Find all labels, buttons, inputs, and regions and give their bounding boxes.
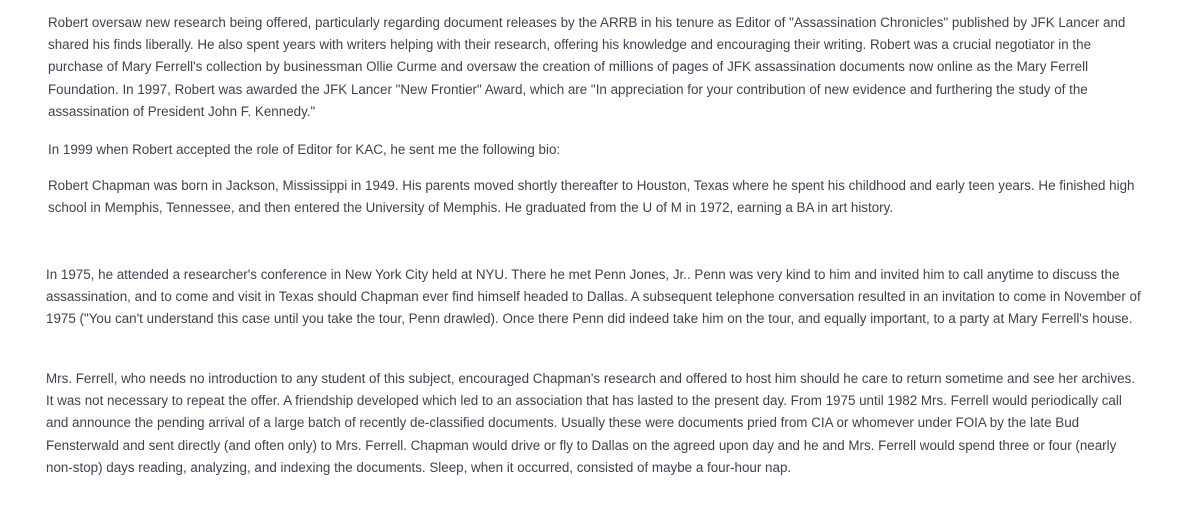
paragraph-bio-intro: In 1999 when Robert accepted the role of Editor for KAC, he sent me the following bio: [48, 142, 561, 157]
paragraph-nyu-conference: In 1975, he attended a researcher's conference in New York City held at NYU. There he met Penn Jones, Jr.. Penn was very kind to him and invited him to call anytime to discuss the assassination, and to come and visit in Texas should Chapman ever find himself headed to Dallas. A subsequent telephone conversation resulted in an invitation to come in November of 1975 ("You can't understand this case until you take the tour, Penn drawled). Once there Penn did indeed take him on the tour, and equally important, to a party at Mary Ferrell's house. [46, 267, 1141, 327]
paragraph-early-life: Robert Chapman was born in Jackson, Mississippi in 1949. His parents moved shortly thereafter to Houston, Texas where he spent his childhood and early teen years. He finished high school in Memphis, Tennessee, and then entered the University of Memphis. He graduated from the U of M in 1972, earning a BA in art history. [48, 178, 1135, 216]
paragraph-robert-research: Robert oversaw new research being offered, particularly regarding document releases by the ARRB in his tenure as Editor of "Assassination Chronicles" published by JFK Lancer and shared his finds liberally. He also spent years with writers helping with their research, offering his knowledge and encouraging their writing. Robert was a crucial negotiator in the purchase of Mary Ferrell's collection by businessman Ollie Curme and oversaw the creation of millions of pages of JFK assassination documents now online as the Mary Ferrell Foundation. In 1997, Robert was awarded the JFK Lancer "New Frontier" Award, which are "In appreciation for your contribution of new evidence and furthering the study of the assassination of President John F. Kennedy." [48, 15, 1126, 119]
paragraph-mrs-ferrell: Mrs. Ferrell, who needs no introduction to any student of this subject, encouraged Chapman's research and offered to host him should he care to return sometime and see her archives. It was not necessary to repeat the offer. A friendship developed which led to an association that has lasted to the present day. From 1975 until 1982 Mrs. Ferrell would periodically call and announce the pending arrival of a large batch of recently de-classified documents. Usually these were documents pried from CIA or whomever under FOIA by the late Bud Fensterwald and sent directly (and often only) to Mrs. Ferrell. Chapman would drive or fly to Dallas on the agreed upon day and he and Mrs. Ferrell would spend three or four (nearly non-stop) days reading, analyzing, and indexing the documents. Sleep, when it occurred, consisted of maybe a four-hour nap. [46, 371, 1136, 475]
